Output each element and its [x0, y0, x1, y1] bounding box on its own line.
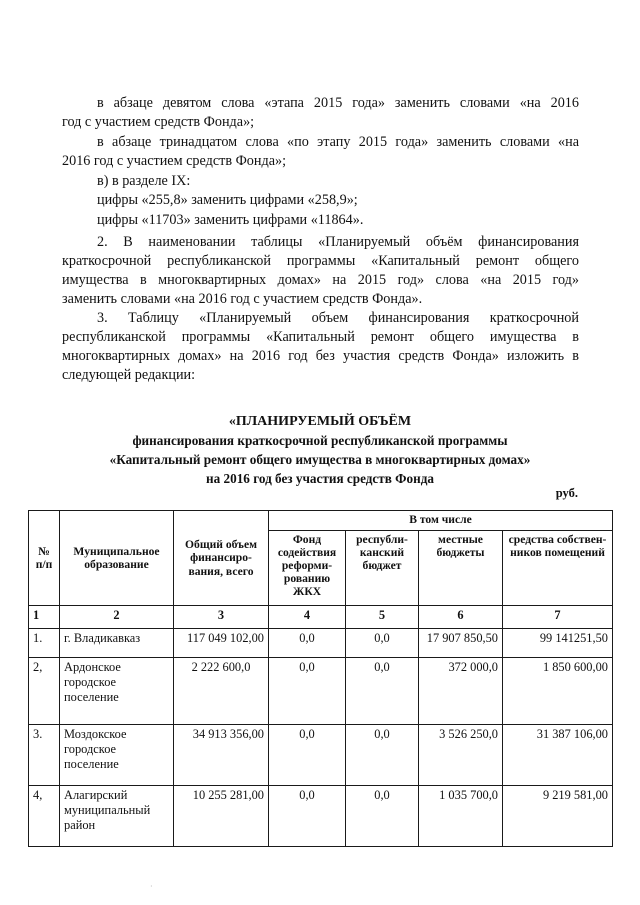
row-number: 3. [29, 725, 60, 786]
row-owners: 9 219 581,00 [503, 786, 613, 847]
row-owners: 99 141251,50 [503, 629, 613, 658]
col-number: 1 [29, 606, 60, 629]
table-row [29, 786, 613, 847]
row-republic: 0,0 [346, 629, 419, 658]
text-line: в абзаце девятом слова «этапа 2015 года» заменить словами «на 2016 [97, 95, 579, 111]
text-line: цифры «255,8» заменить цифрами «258,9»; [97, 192, 358, 208]
row-local: 17 907 850,50 [419, 629, 503, 658]
row-total: 2 222 600,0 [174, 658, 269, 725]
row-municipality: Моздокское городское поселение [60, 725, 174, 786]
table-title [0, 412, 640, 488]
row-municipality: г. Владикавказ [60, 629, 174, 658]
text-line: 2. В наименовании таблицы «Планируемый объём финансирования [97, 234, 579, 250]
row-fund: 0,0 [269, 725, 346, 786]
row-number: 1. [29, 629, 60, 658]
header-owners: средства собствен-ников помещений [503, 530, 613, 605]
header-including: В том числе [269, 511, 613, 531]
row-republic: 0,0 [346, 725, 419, 786]
col-number: 2 [60, 606, 174, 629]
text-line: республиканской программы «Капитальный ремонт общего имущества в [62, 329, 579, 345]
table-row [29, 629, 613, 658]
row-republic: 0,0 [346, 658, 419, 725]
table-title-line: на 2016 год без участия средств Фонда [206, 471, 434, 486]
col-number: 5 [346, 606, 419, 629]
col-number: 3 [174, 606, 269, 629]
scan-artifact: · [150, 882, 153, 891]
header-total: Общий объем финансиро-вания, всего [174, 511, 269, 606]
row-local: 372 000,0 [419, 658, 503, 725]
header-num: № п/п [29, 511, 60, 606]
text-line: год с участием средств Фонда»; [62, 114, 255, 130]
text-line: следующей редакции: [62, 367, 196, 383]
currency-unit: руб. [555, 486, 578, 500]
text-line: имущества в многоквартирных домах» на 2015 год» слова «на 2015 год» [62, 272, 579, 288]
row-fund: 0,0 [269, 786, 346, 847]
row-municipality: Алагирский муниципальный район [60, 786, 174, 847]
row-total: 10 255 281,00 [174, 786, 269, 847]
text-line: краткосрочной республиканской программы «Капитальный ремонт общего [62, 253, 579, 269]
row-fund: 0,0 [269, 629, 346, 658]
table-row [29, 725, 613, 786]
financing-table [28, 510, 613, 847]
row-local: 1 035 700,0 [419, 786, 503, 847]
text-line: в) в разделе IX: [97, 173, 191, 189]
col-number: 7 [503, 606, 613, 629]
row-fund: 0,0 [269, 658, 346, 725]
text-line: 3. Таблицу «Планируемый объем финансирования краткосрочной [97, 310, 579, 326]
row-local: 3 526 250,0 [419, 725, 503, 786]
header-municipality: Муниципальное образование [60, 511, 174, 606]
row-number: 4, [29, 786, 60, 847]
table-title-line: «ПЛАНИРУЕМЫЙ ОБЪЁМ [228, 414, 412, 429]
column-number-row [29, 606, 613, 629]
table-header-row [29, 511, 613, 531]
header-fund: Фонд содействия реформи-рованию ЖКХ [269, 530, 346, 605]
col-number: 4 [269, 606, 346, 629]
table-title-line: «Капитальный ремонт общего имущества в многоквартирных домах» [109, 452, 531, 467]
text-line: заменить словами «на 2016 год с участием средств Фонда». [62, 291, 423, 307]
col-number: 6 [419, 606, 503, 629]
text-line: в абзаце тринадцатом слова «по этапу 2015 года» заменить словами «на [97, 134, 579, 150]
row-owners: 1 850 600,00 [503, 658, 613, 725]
header-republic: республи-канский бюджет [346, 530, 419, 605]
row-total: 117 049 102,00 [174, 629, 269, 658]
text-line: цифры «11703» заменить цифрами «11864». [97, 212, 364, 228]
row-total: 34 913 356,00 [174, 725, 269, 786]
row-owners: 31 387 106,00 [503, 725, 613, 786]
table-title-line: финансирования краткосрочной республиканской программы [132, 433, 508, 448]
table-row [29, 658, 613, 725]
row-republic: 0,0 [346, 786, 419, 847]
row-number: 2, [29, 658, 60, 725]
header-local: местные бюджеты [419, 530, 503, 605]
text-line: 2016 год с участием средств Фонда»; [62, 153, 287, 169]
row-municipality: Ардонское городское поселение [60, 658, 174, 725]
text-line: многоквартирных домах» на 2016 год без участия средств Фонда» изложить в [62, 348, 579, 364]
